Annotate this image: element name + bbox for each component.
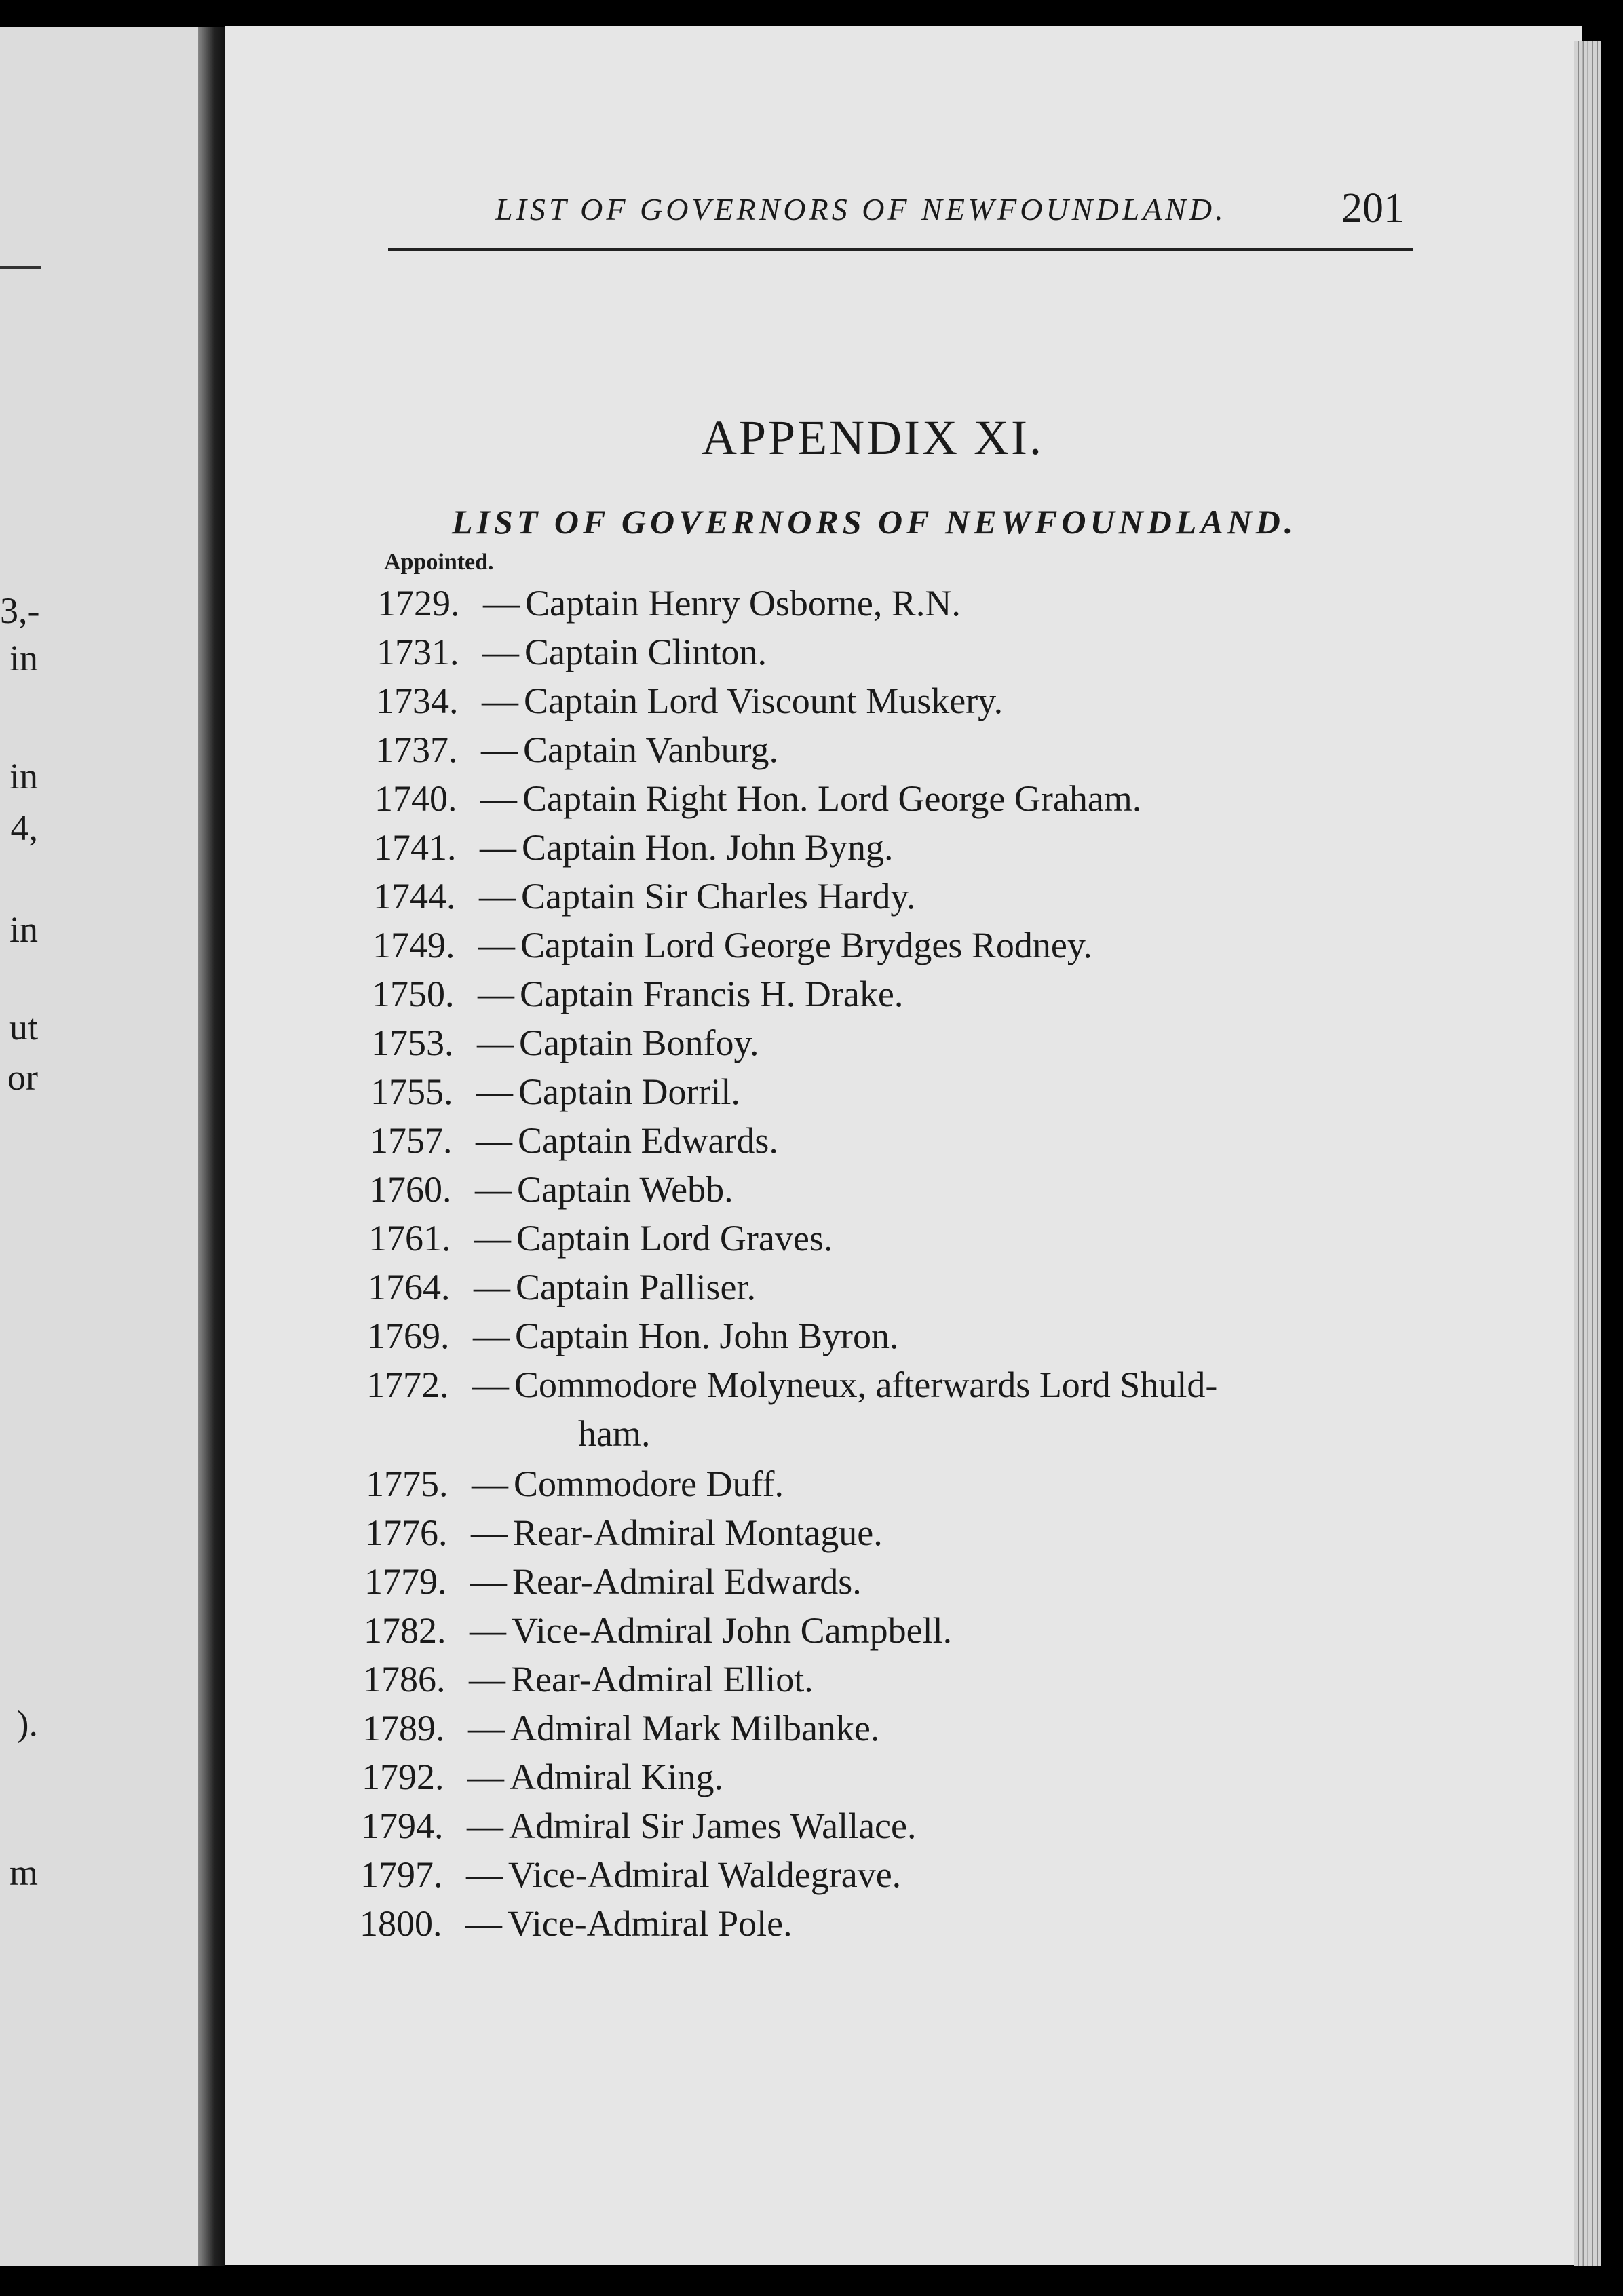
facing-page [0, 27, 198, 2266]
entry-name: Admiral Sir James Wallace. [509, 1805, 917, 1846]
entry-name: Captain Webb. [517, 1169, 733, 1210]
entry-dash: — [483, 583, 520, 624]
entry-dash: — [472, 1463, 508, 1504]
header-rule [388, 248, 1413, 251]
entry-year: 1772. [366, 1364, 449, 1405]
list-item [360, 1854, 901, 1896]
entry-dash: — [481, 729, 518, 770]
list-item [365, 1512, 883, 1554]
entry-name: Captain Dorril. [518, 1071, 740, 1112]
entry-name: Captain Lord Viscount Muskery. [524, 681, 1004, 721]
facing-page-fragment: ). [16, 1703, 38, 1744]
facing-page-fragment: in [9, 909, 38, 950]
entry-name: Captain Hon. John Byron. [515, 1316, 899, 1356]
entry-year: 1782. [364, 1610, 446, 1651]
entry-dash: — [470, 1610, 506, 1651]
list-item [366, 1463, 784, 1505]
list-item [371, 1022, 759, 1064]
entry-name: Captain Lord George Brydges Rodney. [520, 925, 1092, 965]
list-item [373, 924, 1092, 966]
entry-dash: — [469, 1659, 505, 1700]
entry-dash: — [474, 1267, 510, 1307]
entry-name: Vice-Admiral Pole. [508, 1903, 793, 1944]
list-item [370, 1071, 740, 1113]
entry-dash: — [468, 1708, 505, 1748]
entry-year: 1797. [360, 1854, 443, 1895]
entry-dash: — [475, 1169, 512, 1210]
entry-name: Admiral Mark Milbanke. [510, 1708, 880, 1748]
entry-name: Captain Palliser. [516, 1267, 756, 1307]
entry-year: 1740. [375, 778, 457, 819]
list-item [375, 778, 1141, 820]
page-edges [1574, 41, 1601, 2266]
list-item [366, 1364, 1217, 1455]
entry-name: Captain Right Hon. Lord George Graham. [522, 778, 1142, 819]
page-number: 201 [1341, 185, 1405, 231]
entry-year: 1761. [368, 1218, 451, 1259]
entry-name: Commodore Duff. [514, 1463, 784, 1504]
entry-year: 1753. [371, 1022, 454, 1063]
entry-dash: — [476, 1071, 513, 1112]
entry-year: 1741. [374, 827, 457, 868]
entry-year: 1760. [369, 1169, 452, 1210]
entry-dash: — [480, 827, 516, 868]
entry-dash: — [482, 681, 518, 721]
entry-year: 1789. [362, 1708, 445, 1748]
entry-name: Vice-Admiral John Campbell. [512, 1610, 953, 1651]
list-item [364, 1561, 862, 1603]
entry-name: Vice-Admiral Waldegrave. [508, 1854, 902, 1895]
entry-name: Commodore Molyneux, afterwards Lord Shuld- [514, 1364, 1218, 1405]
entry-dash: — [467, 1757, 504, 1797]
list-item [367, 1315, 898, 1357]
facing-page-fragment: or [7, 1057, 38, 1098]
appendix-heading: APPENDIX XI. [702, 410, 1044, 465]
facing-page-fragment: ut [9, 1007, 38, 1048]
list-item [368, 1266, 756, 1308]
list-item [364, 1609, 952, 1651]
column-label: Appointed. [384, 550, 494, 575]
entry-dash: — [482, 632, 519, 672]
list-item [377, 631, 767, 673]
list-title: LIST OF GOVERNORS OF NEWFOUNDLAND. [452, 503, 1297, 541]
entry-year: 1779. [364, 1561, 447, 1602]
entry-dash: — [478, 925, 515, 965]
entry-name: Rear-Admiral Elliot. [511, 1659, 814, 1700]
entry-dash: — [470, 1561, 507, 1602]
list-item [368, 1217, 833, 1259]
entry-dash: — [473, 1316, 510, 1356]
entry-name: Rear-Admiral Edwards. [512, 1561, 862, 1602]
list-item [373, 875, 915, 917]
entry-year: 1764. [368, 1267, 451, 1307]
facing-page-fragment: in [9, 638, 38, 678]
entry-name: Captain Hon. John Byng. [522, 827, 894, 868]
entry-year: 1792. [362, 1757, 444, 1797]
entry-year: 1729. [377, 583, 460, 624]
entry-name: Captain Sir Charles Hardy. [521, 876, 916, 917]
list-item [362, 1707, 879, 1749]
list-item [370, 1120, 778, 1162]
entry-dash: — [474, 1218, 511, 1259]
entry-dash: — [476, 1120, 512, 1161]
entry-year: 1786. [363, 1659, 446, 1700]
entry-dash: — [479, 876, 516, 917]
entry-dash: — [465, 1903, 502, 1944]
entry-year: 1776. [365, 1512, 448, 1553]
entry-year: 1794. [361, 1805, 444, 1846]
entry-year: 1757. [370, 1120, 453, 1161]
entry-year: 1800. [360, 1903, 442, 1944]
entry-year: 1775. [366, 1463, 448, 1504]
entry-name: Captain Vanburg. [523, 729, 778, 770]
entry-name: Captain Clinton. [524, 632, 767, 672]
list-item [360, 1902, 793, 1945]
entry-dash: — [472, 1364, 509, 1405]
facing-page-fragment: in [9, 756, 38, 797]
entry-dash: — [478, 974, 514, 1014]
list-item [369, 1168, 733, 1210]
entry-year: 1769. [367, 1316, 450, 1356]
list-item [377, 582, 961, 624]
entry-name: Rear-Admiral Montague. [513, 1512, 883, 1553]
list-item [363, 1658, 814, 1700]
entry-dash: — [471, 1512, 508, 1553]
entry-dash: — [466, 1854, 503, 1895]
entry-year: 1731. [377, 632, 459, 672]
entry-name: Captain Bonfoy. [519, 1022, 759, 1063]
entry-year: 1737. [375, 729, 458, 770]
entry-year: 1750. [372, 974, 455, 1014]
entry-name-continuation: ham. [578, 1413, 651, 1454]
entry-year: 1744. [373, 876, 456, 917]
list-item [374, 826, 894, 868]
entry-year: 1749. [373, 925, 455, 965]
entry-dash: — [480, 778, 517, 819]
entry-year: 1734. [376, 681, 459, 721]
facing-page-rule [0, 266, 41, 269]
facing-page-fragment: m [9, 1852, 38, 1893]
list-item [375, 729, 778, 771]
entry-name: Captain Lord Graves. [516, 1218, 833, 1259]
entry-dash: — [477, 1022, 514, 1063]
running-head-title: LIST OF GOVERNORS OF NEWFOUNDLAND. [495, 192, 1227, 227]
entry-name: Captain Edwards. [518, 1120, 778, 1161]
entry-year: 1755. [370, 1071, 453, 1112]
entry-name: Captain Francis H. Drake. [520, 974, 904, 1014]
facing-page-fragment: 4, [10, 807, 38, 848]
book-gutter [198, 27, 225, 2266]
list-item [376, 680, 1003, 722]
list-item [361, 1805, 917, 1847]
entry-name: Admiral King. [510, 1757, 723, 1797]
running-head [387, 185, 1405, 243]
list-item [372, 973, 903, 1015]
list-item [362, 1756, 723, 1798]
facing-page-fragment: 3,- [0, 590, 40, 631]
entry-name: Captain Henry Osborne, R.N. [525, 583, 961, 624]
entry-dash: — [467, 1805, 503, 1846]
